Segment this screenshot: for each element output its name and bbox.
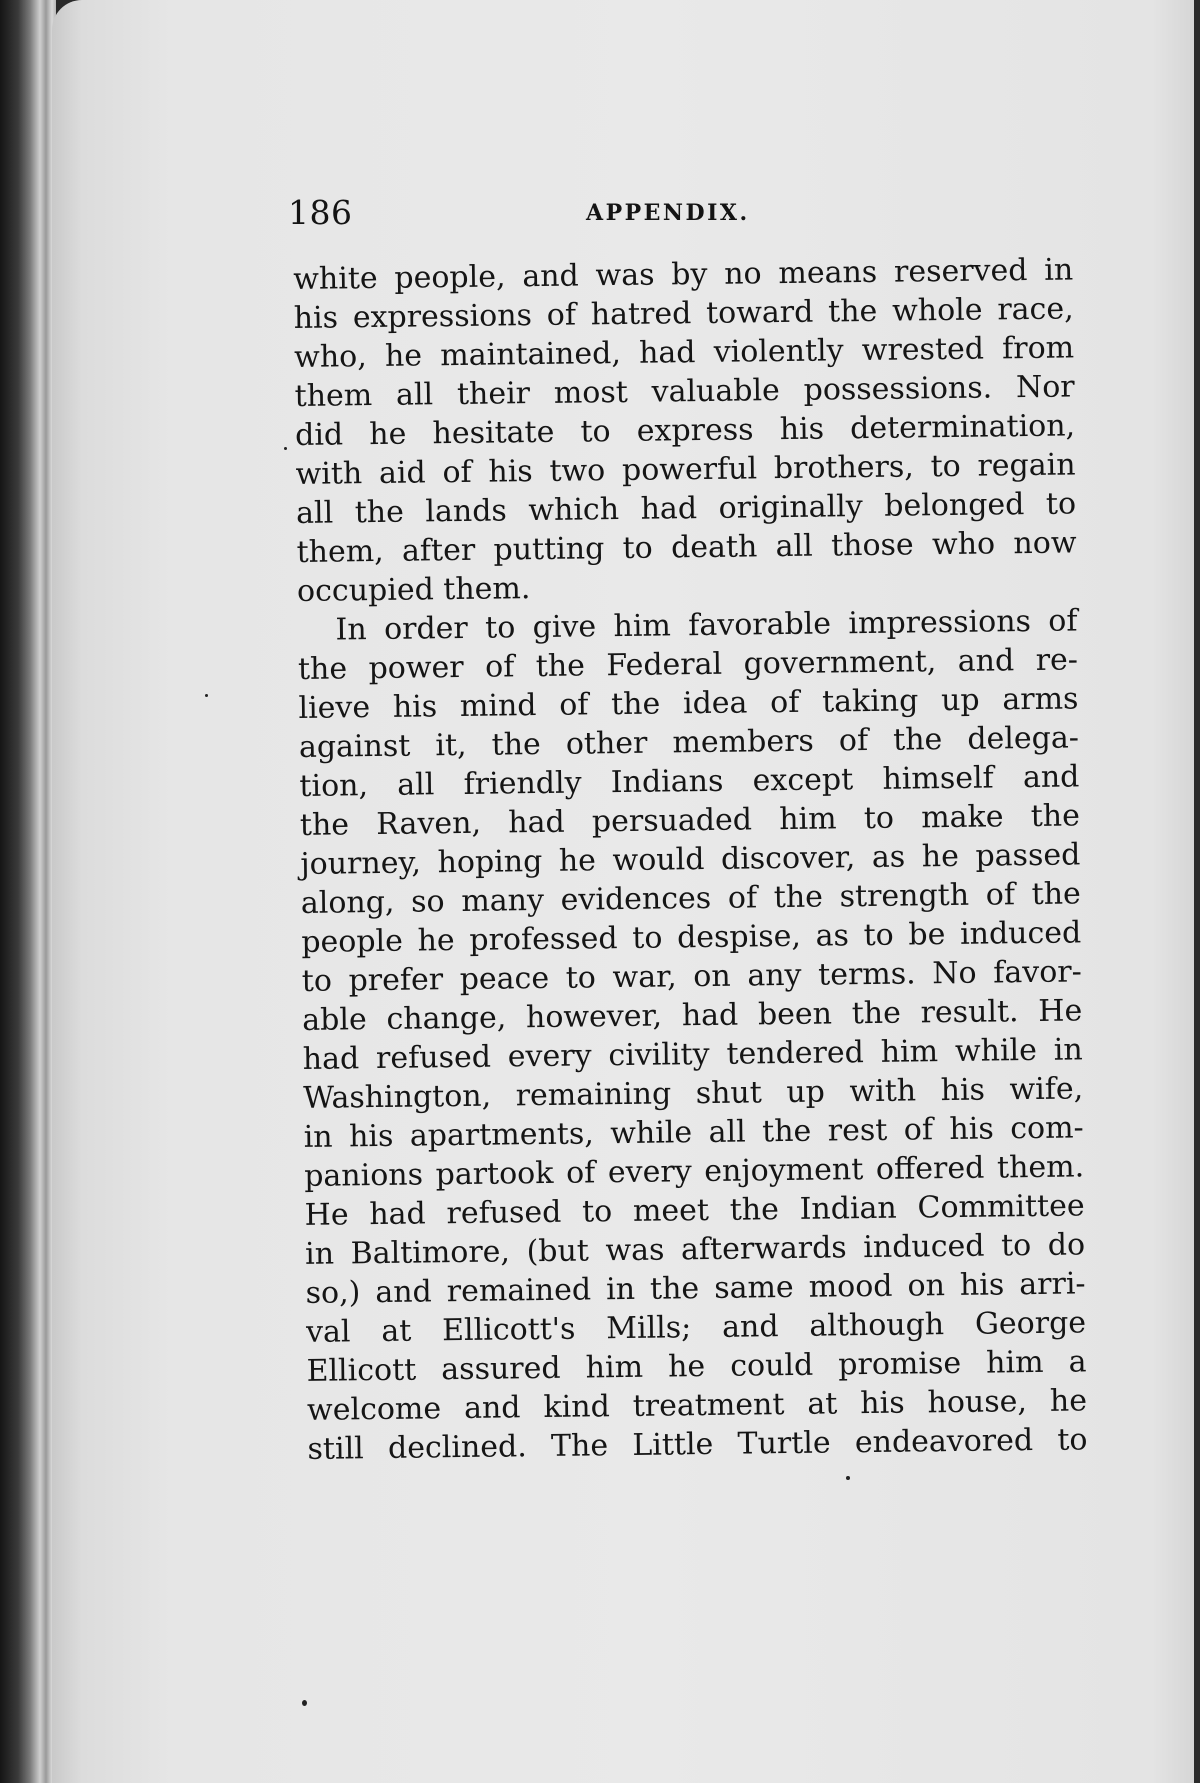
text-line: still declined. The Little Turtle endeavored to [307,1422,1088,1467]
text-line: lieve his mind of the idea of taking up arms [298,681,1079,726]
text-line: in Baltimore, (but was afterwards induced to do [304,1227,1086,1272]
text-line: Washington, remaining shut up with his wife, [303,1071,1084,1116]
text-line: them, after putting to death all those who now [296,525,1077,570]
text-line: along, so many evidences of the strength of the [300,876,1082,921]
text-line: occupied them. [296,571,531,609]
ink-speck [302,1700,307,1706]
text-line: to prefer peace to war, on any terms. No favor- [301,954,1082,999]
page-header [288,193,758,233]
text-line: able change, however, had been the result. He [302,993,1083,1038]
text-line: had refused every civility tendered him while in [302,1032,1083,1077]
text-line: panions partook of every enjoyment offered them. [303,1149,1085,1194]
body-text [293,250,1088,1468]
running-head: APPENDIX. [586,200,750,226]
book-binding [0,0,56,1783]
text-line: In order to give him favorable impressions of [335,603,1078,648]
text-line: tion, all friendly Indians except himself and [299,759,1080,804]
text-line: his expressions of hatred toward the whole race, [293,291,1074,336]
ink-speck [205,694,208,697]
text-line: so,) and remained in the same mood on his arri- [305,1266,1086,1311]
text-line: people he professed to despise, as to be induced [301,915,1082,960]
text-line: who, he maintained, had violently wrested from [293,330,1075,375]
text-line: them all their most valuable possessions. Nor [294,369,1075,414]
page-number: 186 [288,193,353,232]
text-line: the power of the Federal government, and re- [297,642,1079,687]
page-right-edge [1194,0,1200,1783]
text-line: journey, hoping he would discover, as he passed [300,837,1081,882]
text-line: in his apartments, while all the rest of his com- [303,1110,1084,1155]
text-line: with aid of his two powerful brothers, to regain [295,447,1076,492]
text-line: against it, the other members of the delega- [298,720,1080,765]
ink-speck [284,447,287,450]
text-line: val at Ellicott's Mills; and although George [305,1305,1087,1350]
text-line: welcome and kind treatment at his house, he [306,1383,1088,1428]
ink-speck [846,1476,850,1480]
text-line: He had refused to meet the Indian Committee [304,1188,1085,1233]
text-line: all the lands which had originally belonged to [295,486,1077,531]
text-line: white people, and was by no means reserved in [293,252,1074,297]
text-line: Ellicott assured him he could promise him a [306,1344,1087,1389]
text-line: did he hesitate to express his determination, [294,408,1076,453]
text-line: the Raven, had persuaded him to make the [299,798,1081,843]
